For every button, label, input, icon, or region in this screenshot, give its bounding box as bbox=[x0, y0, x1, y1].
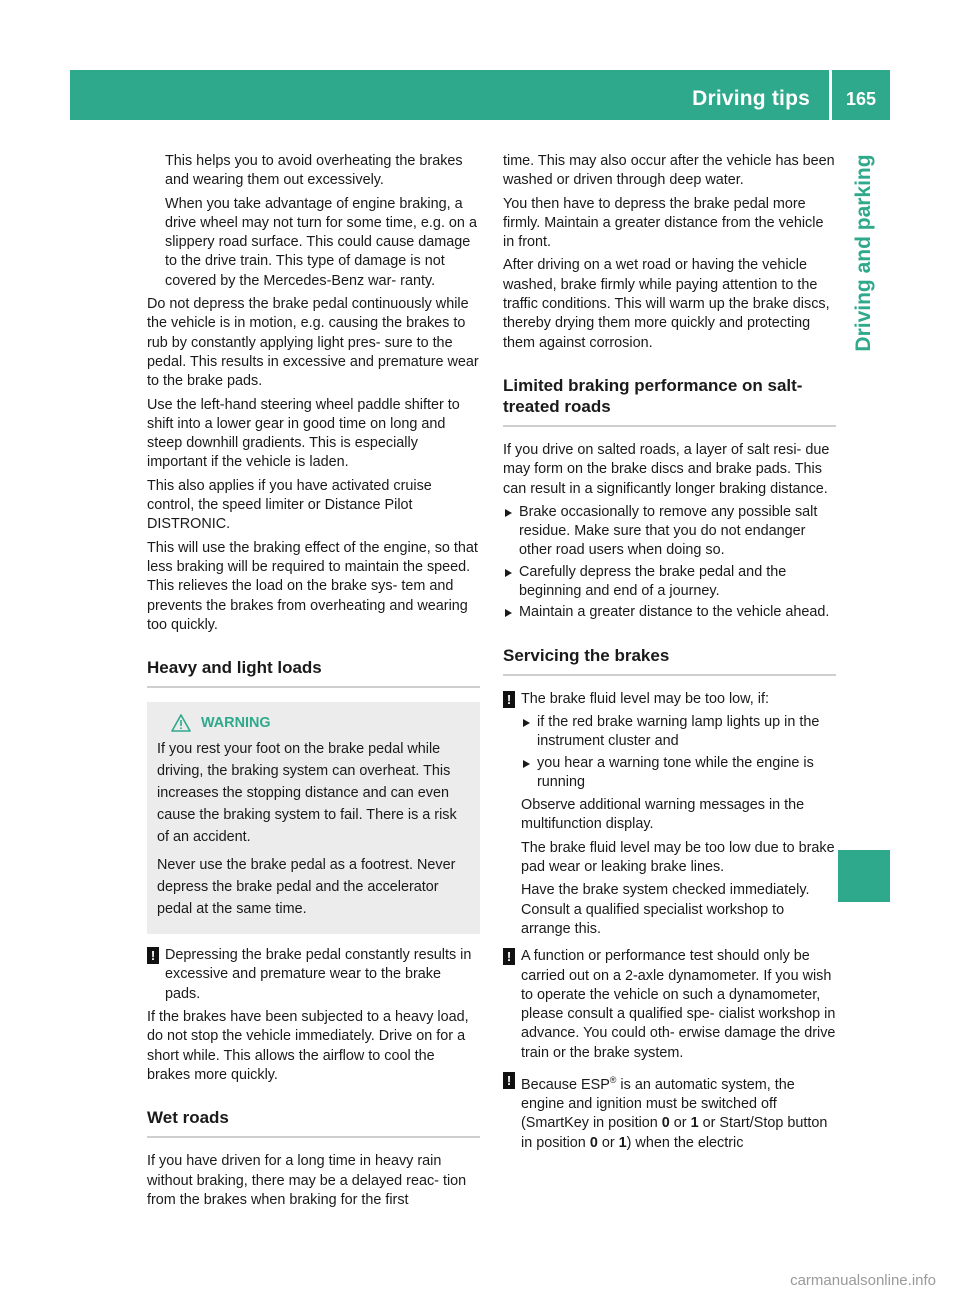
page-number: 165 bbox=[845, 89, 877, 109]
warning-label: WARNING bbox=[201, 715, 271, 732]
paragraph: This will use the braking effect of the engine, so that less braking will be required to maintain the speed. This relieves the load on the brake sys- tem and prevents the brakes from overheating and wearing too quickly. bbox=[147, 539, 478, 633]
exclamation-icon: ! bbox=[147, 947, 159, 964]
paragraph: Use the left-hand steering wheel paddle shifter to shift into a lower gear in good time on long and steep downhill gradients. This is especially important if the vehicle is laden. bbox=[147, 396, 460, 471]
watermark: carmanualsonline.info bbox=[790, 1272, 936, 1289]
warning-text: Never use the brake pedal as a footrest. Never depress the brake pedal and the accelerator pedal at the same time. bbox=[157, 857, 456, 918]
heading-servicing-brakes: Servicing the brakes bbox=[503, 645, 836, 676]
notice-text: The brake fluid level may be too low, if: bbox=[521, 690, 769, 707]
warning-header bbox=[157, 712, 470, 734]
paragraph: If you have driven for a long time in heavy rain without braking, there may be a delayed reac- tion from the brakes when braking for the first bbox=[147, 1153, 467, 1208]
warning-box bbox=[147, 702, 480, 934]
notice-text: Because ESP® is an automatic system, the engine and ignition must be switched off (SmartKey in position 0 or 1 or Start/Stop button in position 0 or 1) when the electric bbox=[521, 1074, 828, 1151]
notice-text: A function or performance test should only be carried out on a 2-axle dynamometer. If you wish to operate the vehicle on such a dynamometer, please consult a qualified spe- cialist workshop in advance. You could oth- erwise damage the drive train or the brake system. bbox=[521, 948, 836, 1061]
header-bar bbox=[70, 70, 890, 120]
heading-salt-roads: Limited braking performance on salt-treated roads bbox=[503, 375, 836, 427]
right-column bbox=[503, 152, 836, 1157]
paragraph: Observe additional warning messages in the multifunction display. bbox=[521, 797, 805, 833]
left-column bbox=[147, 152, 480, 1214]
warning-text: If you rest your foot on the brake pedal while driving, the braking system can overheat. This increases the stopping distance and can even cause the braking system to fail. There is a risk of an accident. bbox=[157, 741, 457, 846]
salt-bullet-list bbox=[503, 503, 836, 623]
paragraph: If you drive on salted roads, a layer of salt resi- due may form on the brake discs and brake pads. This can result in a significantly longer braking distance. bbox=[503, 441, 830, 497]
paragraph: If the brakes have been subjected to a heavy load, do not stop the vehicle immediately. Drive on for a short while. This allows the airflow to cool the brakes more quickly. bbox=[147, 1009, 469, 1083]
list-item: if the red brake warning lamp lights up in the instrument cluster and bbox=[521, 713, 836, 752]
list-item: Brake occasionally to remove any possible salt residue. Make sure that you do not endanger other road users when doing so. bbox=[503, 503, 836, 561]
chapter-marker bbox=[838, 850, 890, 902]
warning-triangle-icon bbox=[171, 714, 191, 732]
notice bbox=[503, 690, 836, 709]
brake-fluid-bullet-list bbox=[503, 713, 836, 792]
exclamation-icon: ! bbox=[503, 948, 515, 965]
chapter-tab-label: Driving and parking bbox=[852, 154, 875, 352]
paragraph: time. This may also occur after the vehicle has been washed or driven through deep water. bbox=[503, 153, 835, 189]
exclamation-icon: ! bbox=[503, 691, 515, 708]
paragraph: The brake fluid level may be too low due to brake pad wear or leaking brake lines. bbox=[521, 839, 835, 876]
paragraph: Do not depress the brake pedal continuously while the vehicle is in motion, e.g. causing the brakes to rub by constantly applying light pres- sure to the pedal. This results in excessive and premature wear to the brake pads. bbox=[147, 296, 479, 390]
list-item: Carefully depress the brake pedal and the beginning and end of a journey. bbox=[503, 563, 836, 602]
paragraph: After driving on a wet road or having the vehicle washed, brake firmly while paying attention to the traffic conditions. This will warm up the brake discs, thereby drying them more quickly and protecting them against corrosion. bbox=[503, 257, 830, 351]
notice-text: Depressing the brake pedal constantly results in excessive and premature wear to the brake pads. bbox=[165, 947, 472, 1002]
registered-mark: ® bbox=[609, 1074, 617, 1085]
paragraph: Have the brake system checked immediately. Consult a qualified specialist workshop to arrange this. bbox=[521, 882, 810, 937]
notice bbox=[503, 1071, 836, 1153]
paragraph: When you take advantage of engine braking, a drive wheel may not turn for some time, e.g. on a slippery road surface. This could cause damage to the drive train. This type of damage is not covered by the Mercedes-Benz war- ranty. bbox=[165, 195, 477, 289]
list-item: you hear a warning tone while the engine is running bbox=[521, 754, 836, 793]
heading-heavy-light-loads: Heavy and light loads bbox=[147, 657, 480, 688]
heading-wet-roads: Wet roads bbox=[147, 1107, 480, 1138]
chapter-tab bbox=[838, 138, 890, 368]
paragraph: This helps you to avoid overheating the brakes and wearing them out excessively. bbox=[165, 153, 463, 189]
list-item: Maintain a greater distance to the vehicle ahead. bbox=[503, 603, 836, 622]
exclamation-icon: ! bbox=[503, 1072, 515, 1089]
notice bbox=[147, 946, 480, 1004]
paragraph: This also applies if you have activated cruise control, the speed limiter or Distance Pilot DISTRONIC. bbox=[147, 477, 432, 533]
paragraph: You then have to depress the brake pedal more firmly. Maintain a greater distance from the vehicle in front. bbox=[503, 195, 824, 251]
notice bbox=[503, 947, 836, 1063]
section-title: Driving tips bbox=[692, 87, 810, 110]
